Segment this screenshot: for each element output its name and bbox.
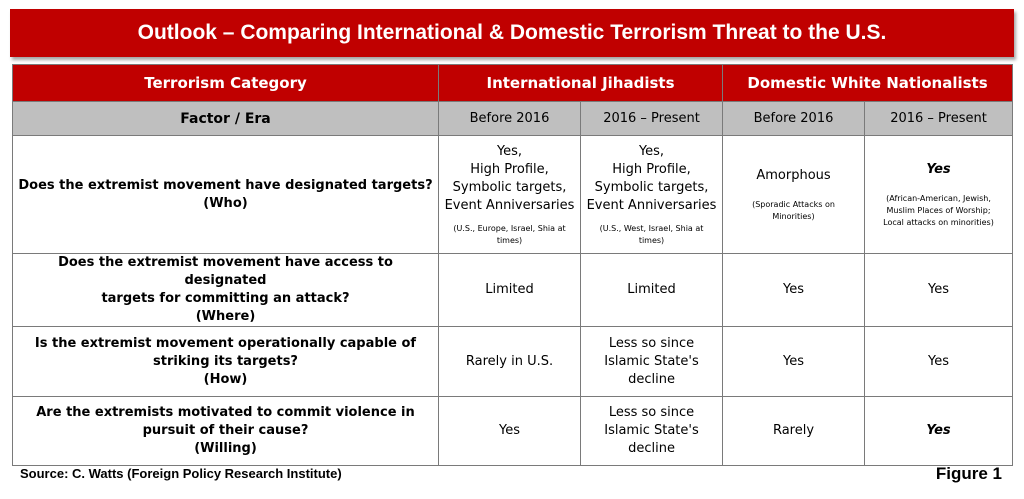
cell-line: Yes, (496, 143, 523, 159)
header-terrorism-category: Terrorism Category (13, 65, 439, 102)
table-row-how (13, 327, 1013, 397)
header-factor-era: Factor / Era (13, 102, 439, 136)
cell-willing-dom-before: Rarely (723, 397, 865, 466)
question-label: (Who) (203, 195, 248, 211)
comparison-table (12, 64, 1013, 466)
cell-line: Islamic State's (604, 353, 699, 369)
cell-who-dom-before (723, 136, 865, 254)
cell-where-dom-present: Yes (865, 254, 1013, 327)
note-line: (U.S., Europe, Israel, Shia at (453, 223, 566, 233)
cell-line: High Profile, (612, 161, 691, 177)
cell-how-dom-before: Yes (723, 327, 865, 397)
cell-note (443, 223, 576, 247)
question-text: Is the extremist movement operationally capable of (34, 335, 417, 351)
cell-line: Yes, (638, 143, 665, 159)
source-citation: Source: C. Watts (Foreign Policy Research Institute) (20, 466, 342, 481)
cell-how-intl-before: Rarely in U.S. (439, 327, 581, 397)
cell-where-intl-before: Limited (439, 254, 581, 327)
header-domestic-white-nationalists: Domestic White Nationalists (723, 65, 1013, 102)
question-willing (13, 397, 439, 466)
cell-who-intl-present (581, 136, 723, 254)
cell-willing-intl-before: Yes (439, 397, 581, 466)
note-line: Muslim Places of Worship; (886, 205, 991, 215)
question-label: (How) (203, 371, 248, 387)
note-line: Minorities) (772, 211, 815, 221)
cell-line: decline (628, 371, 675, 387)
question-label: (Where) (195, 309, 256, 324)
header-dom-2016-present: 2016 – Present (865, 102, 1013, 136)
note-line: (African-American, Jewish, (886, 193, 991, 203)
cell-line: Event Anniversaries (586, 197, 717, 213)
table-row-where (13, 254, 1013, 327)
cell-note (727, 199, 860, 223)
cell-willing-dom-present: Yes (865, 397, 1013, 466)
cell-line: High Profile, (470, 161, 549, 177)
header-intl-before-2016: Before 2016 (439, 102, 581, 136)
header-intl-2016-present: 2016 – Present (581, 102, 723, 136)
category-header-row (13, 65, 1013, 102)
table-row-who (13, 136, 1013, 254)
cell-line: Less so since (608, 405, 695, 420)
cell-line: Amorphous (756, 167, 831, 183)
cell-line: Less so since (608, 335, 695, 351)
question-label: (Willing) (194, 441, 257, 456)
cell-note (869, 193, 1008, 229)
header-dom-before-2016: Before 2016 (723, 102, 865, 136)
question-where (13, 254, 439, 327)
cell-note (585, 223, 718, 247)
table-row-willing (13, 397, 1013, 466)
question-text: targets for committing an attack? (101, 291, 350, 306)
note-line: times) (638, 235, 665, 245)
cell-how-dom-present: Yes (865, 327, 1013, 397)
question-text: pursuit of their cause? (142, 423, 309, 438)
question-text: Does the extremist movement have designated targets? (18, 177, 433, 193)
note-line: Local attacks on minorities) (883, 217, 994, 227)
cell-line: Symbolic targets, (594, 179, 709, 195)
note-line: times) (496, 235, 523, 245)
figure-label: Figure 1 (935, 464, 1002, 483)
cell-line: Yes (926, 161, 951, 177)
note-line: (Sporadic Attacks on (752, 199, 835, 209)
question-text: Are the extremists motivated to commit violence in (36, 405, 415, 420)
question-text: Does the extremist movement have access to designated (58, 255, 393, 288)
cell-where-dom-before: Yes (723, 254, 865, 327)
cell-who-intl-before (439, 136, 581, 254)
cell-who-dom-present (865, 136, 1013, 254)
cell-line: Islamic State's (604, 423, 699, 438)
page-title: Outlook – Comparing International & Domestic Terrorism Threat to the U.S. (10, 9, 1014, 57)
header-international-jihadists: International Jihadists (439, 65, 723, 102)
era-header-row (13, 102, 1013, 136)
cell-line: Event Anniversaries (444, 197, 575, 213)
cell-line: Symbolic targets, (452, 179, 567, 195)
question-who (13, 136, 439, 254)
question-text: striking its targets? (153, 353, 298, 369)
cell-willing-intl-present (581, 397, 723, 466)
question-how (13, 327, 439, 397)
note-line: (U.S., West, Israel, Shia at (599, 223, 704, 233)
cell-how-intl-present (581, 327, 723, 397)
cell-line: decline (628, 441, 675, 456)
cell-where-intl-present: Limited (581, 254, 723, 327)
